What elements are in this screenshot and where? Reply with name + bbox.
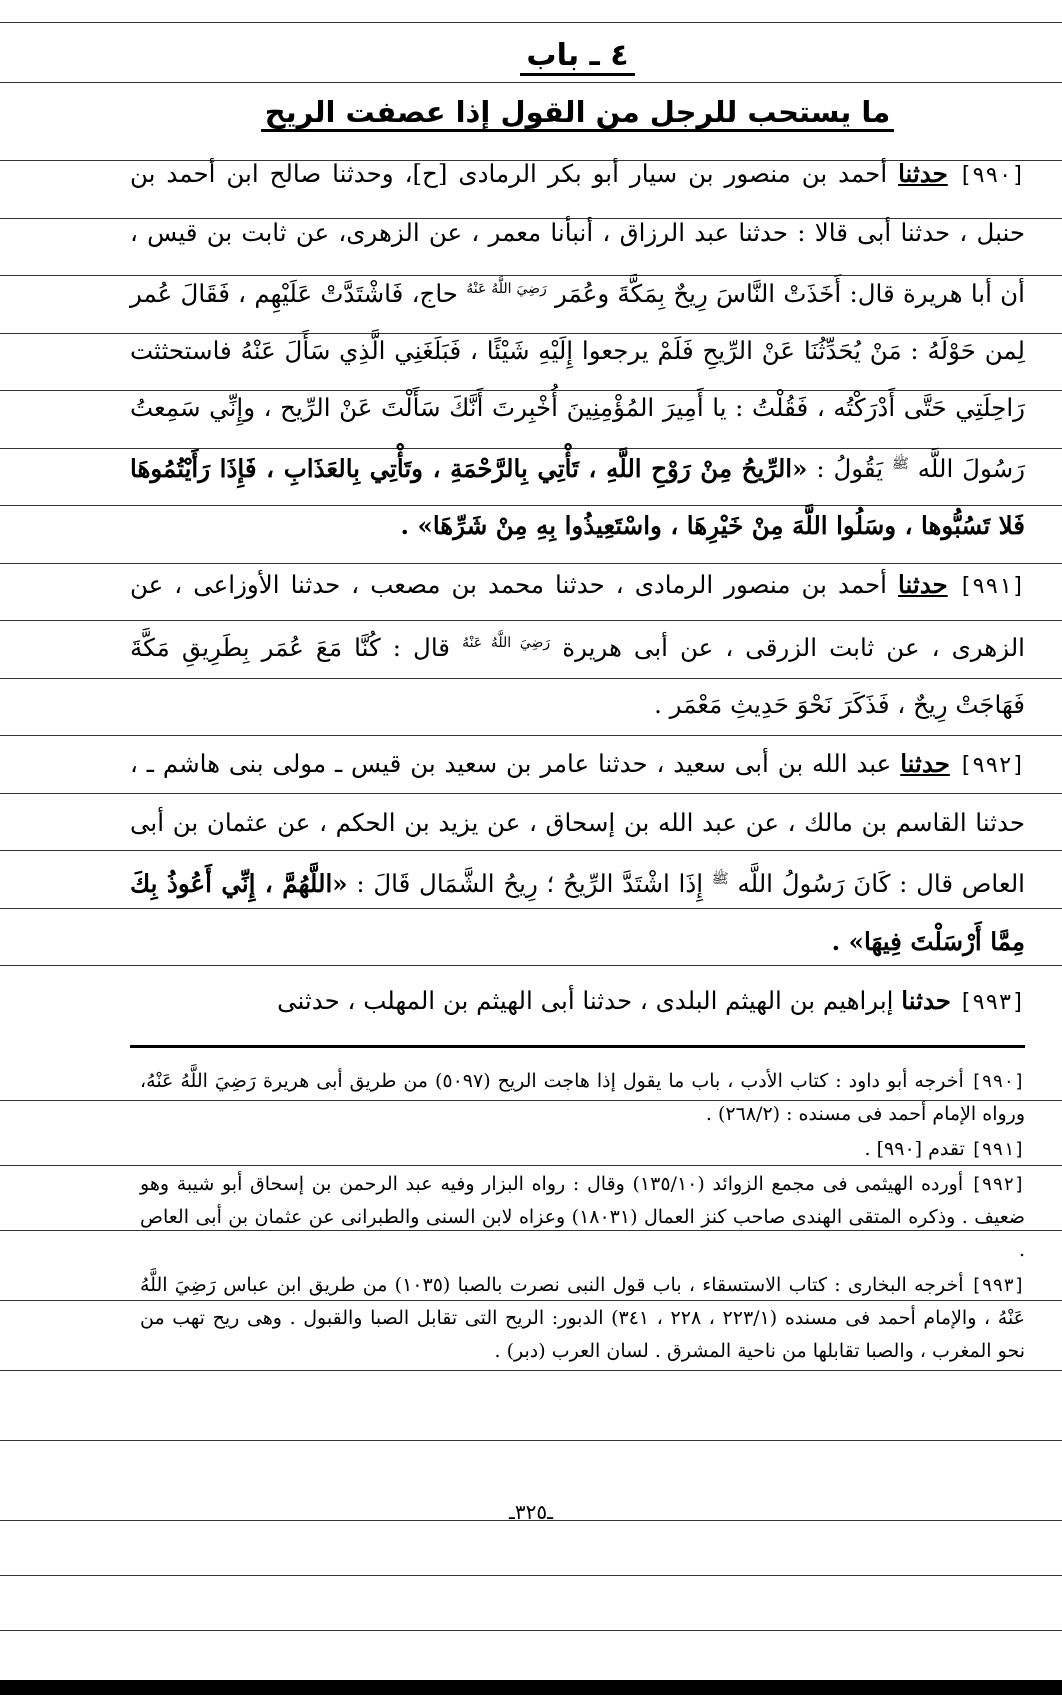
hadith-text-2: قال : كُنَّا مَعَ عُمَر بِطَرِيقِ مَكَّةَ فَهَاجَتْ رِيحٌ ، فَذَكَرَ نَحْوَ حَدِيثِ مَعْمَر .	[130, 633, 1025, 720]
hadith-lead: حدثنا	[900, 749, 950, 779]
page-number: ـ٣٢٥ـ	[509, 1500, 553, 1524]
hadith-990	[130, 145, 1025, 554]
hadith-text: إبراهيم بن الهيثم البلدى ، حدثنا أبى الهيثم بن المهلب ، حدثنى	[277, 985, 894, 1015]
honorific: رَضِيَ اللَّهُ عَنْهُ	[462, 635, 551, 652]
footnote-number: [٩٩٠]	[970, 1071, 1025, 1092]
footnote-number: [٩٩٢]	[970, 1174, 1026, 1195]
hadith-text: أحمد بن منصور بن سيار أبو بكر الرمادى [ح]، وحدثنا صالح ابن أحمد بن حنبل ، حدثنا أبى قالا : حدثنا عبد الرزاق ، أنبأنا معمر ، عن الزهرى، عن ثابت بن قيس ، أن أبا هريرة قال: أَخَذَتْ النَّاسَ رِيحٌ بِمَكَّةَ وعُمَر	[130, 159, 1025, 309]
hadith-number: [٩٩٣]	[958, 989, 1025, 1015]
scan-line	[0, 22, 1062, 23]
chapter-heading	[130, 38, 1025, 73]
main-text	[130, 30, 1025, 1031]
hadith-text-2: حاج، فَاشْتَدَّتْ عَلَيْهِم ، فَقَالَ عُمر لِمن حَوْلَهُ : مَنْ يُحَدِّثُنَا عَنْ الرِّيحِ فَلَمْ يرجعوا إِلَيْهِ شَيْئًا ، فَبَلَغَنِي الَّذِي سَأَلَ عَنْهُ فاستحثثت رَاحِلَتِي حَتَّى أَدْرَكْتُه ، فَقُلْتُ : يا أَمِيرَ المُؤْمِنِينَ أُخْبِرتَ أَنَّكَ سَأَلْتَ عَنْ الرِّيح ، وإِنِّي سَمِعتُ رَسُولَ اللَّه	[130, 279, 1025, 484]
honorific: رَضِيَ اللَّهُ عَنْهُ	[466, 281, 547, 297]
footnote-990	[140, 1065, 1025, 1131]
footnote-991	[140, 1133, 1025, 1166]
chapter-heading-text: ٤ ـ باب	[520, 38, 634, 76]
footnote-text: أخرجه أبو داود : كتاب الأدب ، باب ما يقول إذا هاجت الريح (٥٠٩٧) من طريق أبى هريرة رَضِيَ اللَّهُ عَنْهُ، ورواه الإمام أحمد فى مسنده : (٢٦٨/٢) .	[140, 1070, 1025, 1125]
hadith-lead: حدثنا	[901, 985, 951, 1015]
footnote-number: [٩٩١]	[970, 1139, 1025, 1160]
hadith-text-2: إِذَا اشْتَدَّ الرِّيحُ ؛ رِيحُ الشَّمَال قَالَ :	[356, 869, 704, 899]
honorific: ﷺ	[711, 871, 729, 888]
scan-line	[0, 1370, 1062, 1371]
hadith-lead: حدثنا	[898, 570, 948, 600]
hadith-text: عبد الله بن أبى سعيد ، حدثنا عامر بن سعيد بن قيس ـ مولى بنى هاشم ـ ، حدثنا القاسم بن مالك ، عن عبد الله بن إسحاق ، عن يزيد بن الحكم ، عن عثمان بن أبى العاص قال : كَانَ رَسُولُ اللَّه	[130, 749, 1025, 899]
hadith-993	[130, 972, 1025, 1031]
footnotes	[140, 1065, 1025, 1370]
hadith-text-3: يَقُولُ :	[816, 454, 884, 484]
hadith-991	[130, 556, 1025, 733]
scan-line	[0, 1630, 1062, 1631]
chapter-title-text: ما يستحب للرجل من القول إذا عصفت الريح	[261, 95, 894, 132]
hadith-text: أحمد بن منصور الرمادى ، حدثنا محمد بن مصعب ، حدثنا الأوزاعى ، عن الزهرى ، عن ثابت الزرقى ، عن أبى هريرة	[130, 570, 1025, 663]
chapter-title	[130, 95, 1025, 129]
scan-line	[0, 1440, 1062, 1441]
footnote-text: أورده الهيثمى فى مجمع الزوائد (١٣٥/١٠) وقال : رواه البزار وفيه عبد الرحمن بن إسحاق أبو شيبة وهو ضعيف . وذكره المتقى الهندى صاحب كنز العمال (١٨٠٣١) وعزاه لابن السنى والطبرانى عن عثمان بن أبى العاص .	[140, 1173, 1025, 1261]
scan-bottom-edge	[0, 1680, 1062, 1695]
footnote-992	[140, 1168, 1025, 1267]
hadith-lead: حدثنا	[898, 159, 948, 188]
footnote-text: أخرجه البخارى : كتاب الاستسقاء ، باب قول النبى نصرت بالصبا (١٠٣٥) من طريق ابن عباس رَضِيَ اللَّهُ عَنْهُ ، والإمام أحمد فى مسنده (٢٢٣/١ ، ٢٢٨ ، ٣٤١) الدبور: الريح التى تقابل الصبا والقبول . وهى ريح تهب من نحو المغرب ، والصبا تقابلها من ناحية المشرق . لسان العرب (دبر) .	[140, 1274, 1026, 1362]
hadith-number: [٩٩٠]	[958, 163, 1025, 188]
hadith-number: [٩٩١]	[958, 574, 1025, 600]
hadith-number: [٩٩٢]	[958, 753, 1025, 779]
honorific: ﷺ	[891, 456, 909, 473]
scan-line	[0, 1575, 1062, 1576]
footnote-separator	[130, 1045, 1025, 1048]
hadith-992	[130, 735, 1025, 969]
hadith-quote: «الرِّيحُ مِنْ رَوْحِ اللَّهِ ، تَأْتِي بِالرَّحْمَةِ ، وتَأْتِي بِالعَذَابِ ، فَإِذَا رَأَيْتُمُوهَا فَلا تَسُبُّوها ، وسَلُوا اللَّهَ مِنْ خَيْرِهَا ، واسْتَعِيذُوا بِهِ مِنْ شَرِّهَا» .	[130, 454, 1025, 541]
hadith-quote: «اللَّهُمَّ ، إِنِّي أَعُوذُ بِكَ مِمَّا أَرْسَلْتَ فِيهَا» .	[130, 869, 1025, 956]
footnote-993	[140, 1269, 1025, 1368]
footnote-text: تقدم [٩٩٠] .	[864, 1138, 965, 1160]
footnote-number: [٩٩٣]	[970, 1275, 1025, 1296]
